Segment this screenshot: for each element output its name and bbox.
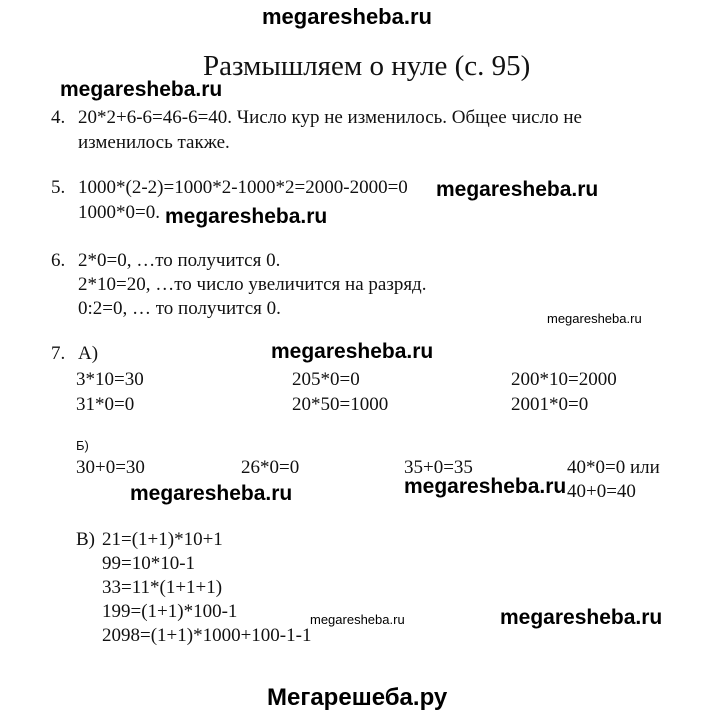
task4-line1: 20*2+6-6=46-6=40. Число кур не изменилось. Общее число не (78, 107, 582, 128)
partV-item: 21=(1+1)*10+1 (102, 529, 223, 550)
task7-partA-label: А) (78, 343, 99, 364)
task4-number: 4. (51, 107, 66, 128)
task5-line1: 1000*(2-2)=1000*2-1000*2=2000-2000=0 (78, 177, 408, 198)
partA-item: 20*50=1000 (292, 394, 389, 415)
header-watermark: megaresheba.ru (262, 4, 432, 29)
task6-number: 6. (51, 250, 66, 271)
partB-item: 30+0=30 (76, 457, 145, 478)
watermark-7: megaresheba.ru (404, 475, 567, 498)
task5-line2: 1000*0=0. (78, 202, 160, 223)
partA-item: 205*0=0 (292, 369, 360, 390)
partA-item: 2001*0=0 (511, 394, 589, 415)
watermark-4: megaresheba.ru (547, 311, 642, 326)
partV-item: 2098=(1+1)*1000+100-1-1 (102, 625, 312, 646)
partV-item: 99=10*10-1 (102, 553, 196, 574)
watermark-6: megaresheba.ru (130, 482, 293, 505)
watermark-3: megaresheba.ru (165, 205, 328, 228)
task7-partV-label: В) (76, 529, 95, 550)
task5-number: 5. (51, 177, 66, 198)
task7-partB-label: Б) (76, 438, 89, 453)
task6-line3: 0:2=0, … то получится 0. (78, 298, 281, 319)
task4-line2: изменилось также. (78, 132, 230, 153)
partA-item: 3*10=30 (76, 369, 144, 390)
footer-watermark: Мегарешеба.ру (267, 684, 448, 711)
watermark-2: megaresheba.ru (436, 178, 599, 201)
task6-line2: 2*10=20, …то число увеличится на разряд. (78, 274, 427, 295)
page-title: Размышляем о нуле (с. 95) (203, 50, 531, 82)
watermark-8: megaresheba.ru (310, 612, 405, 627)
watermark-1: megaresheba.ru (60, 78, 223, 101)
watermark-9: megaresheba.ru (500, 606, 663, 629)
partA-item: 200*10=2000 (511, 369, 617, 390)
partA-item: 31*0=0 (76, 394, 135, 415)
watermark-5: megaresheba.ru (271, 340, 434, 363)
partB-item: 40*0=0 или (567, 457, 660, 478)
partV-item: 199=(1+1)*100-1 (102, 601, 238, 622)
partB-item: 40+0=40 (567, 481, 636, 502)
task6-line1: 2*0=0, …то получится 0. (78, 250, 281, 271)
partV-item: 33=11*(1+1+1) (102, 577, 223, 598)
partB-item: 26*0=0 (241, 457, 300, 478)
partB-item: 35+0=35 (404, 457, 473, 478)
task7-number: 7. (51, 343, 66, 364)
